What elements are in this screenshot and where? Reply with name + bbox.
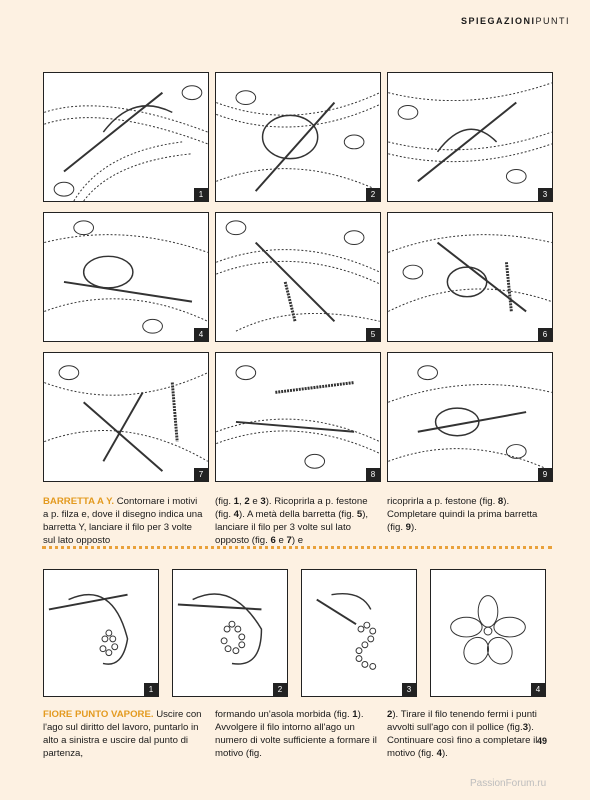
figure-number: 1: [194, 188, 208, 201]
figure-4: [43, 212, 209, 342]
lace-illustration: [44, 73, 208, 201]
lace-illustration: [388, 73, 552, 201]
figure-number: 2: [366, 188, 380, 201]
lace-illustration: [44, 353, 208, 481]
barretta-col-2: (fig. 1, 2 e 3). Ricoprirla a p. festone (fig. 4). A metà della barretta (fig. 5), lanciare il filo per 3 volte sul lato opposto (fig. 6 e 7) e: [215, 496, 369, 546]
figure-1: [43, 72, 209, 202]
figure-7: [43, 352, 209, 482]
figure-3: [387, 72, 553, 202]
lace-illustration: [44, 213, 208, 341]
fiore-col-1: [43, 708, 203, 760]
figure-5: [215, 212, 381, 342]
barretta-title: BARRETTA A Y.: [43, 496, 115, 507]
barretta-col-1: [43, 495, 203, 547]
figure-number: 1: [144, 683, 158, 696]
lace-illustration: [216, 353, 380, 481]
fiore-figure-3: [301, 569, 417, 697]
flower-stitch-illustration: [44, 570, 158, 696]
header-section: SPIEGAZIONI: [460, 16, 536, 26]
fiore-text-1: Uscire con l'ago sul diritto del lavoro, puntarlo in alto a sinistra e uscire dal punto di partenza,: [43, 709, 202, 759]
fiore-title: FIORE PUNTO VAPORE.: [43, 709, 154, 720]
section-header: [461, 16, 570, 26]
barretta-text-1: Contornare i motivi a p. filza e, dove il disegno indica una barretta Y, lanciare il filo per 3 volte sul lato opposto: [43, 496, 203, 546]
figure-number: 2: [273, 683, 287, 696]
figure-number: 5: [366, 328, 380, 341]
lace-illustration: [216, 213, 380, 341]
figure-9: [387, 352, 553, 482]
lace-illustration: [388, 213, 552, 341]
figure-number: 4: [531, 683, 545, 696]
fiore-col-2: formando un'asola morbida (fig. 1). Avvolgere il filo intorno all'ago un numero di volte sufficiente a formare il motivo (fig.: [215, 709, 377, 759]
figure-number: 3: [538, 188, 552, 201]
lace-illustration: [388, 353, 552, 481]
watermark: PassionForum.ru: [470, 778, 547, 789]
flower-stitch-illustration: [173, 570, 287, 696]
flower-stitch-illustration: [431, 570, 545, 696]
header-sub: PUNTI: [535, 16, 570, 26]
barretta-col-3: ricoprirla a p. festone (fig. 8). Completare quindi la prima barretta (fig. 9).: [387, 496, 538, 533]
flower-stitch-illustration: [302, 570, 416, 696]
page-number: 49: [537, 736, 548, 746]
fiore-figure-2: [172, 569, 288, 697]
figure-6: [387, 212, 553, 342]
figure-number: 3: [402, 683, 416, 696]
section-divider: [42, 546, 552, 549]
fiore-figure-4: [430, 569, 546, 697]
fiore-col-3: 2). Tirare il filo tenendo fermi i punti avvolti sull'ago con il pollice (fig.3). Continuare così fino a completare il motivo (fig. 4).: [387, 709, 538, 759]
figure-8: [215, 352, 381, 482]
figure-number: 6: [538, 328, 552, 341]
lace-illustration: [216, 73, 380, 201]
fiore-figure-1: [43, 569, 159, 697]
figure-number: 8: [366, 468, 380, 481]
figure-number: 7: [194, 468, 208, 481]
figure-number: 4: [194, 328, 208, 341]
figure-number: 9: [538, 468, 552, 481]
figure-2: [215, 72, 381, 202]
